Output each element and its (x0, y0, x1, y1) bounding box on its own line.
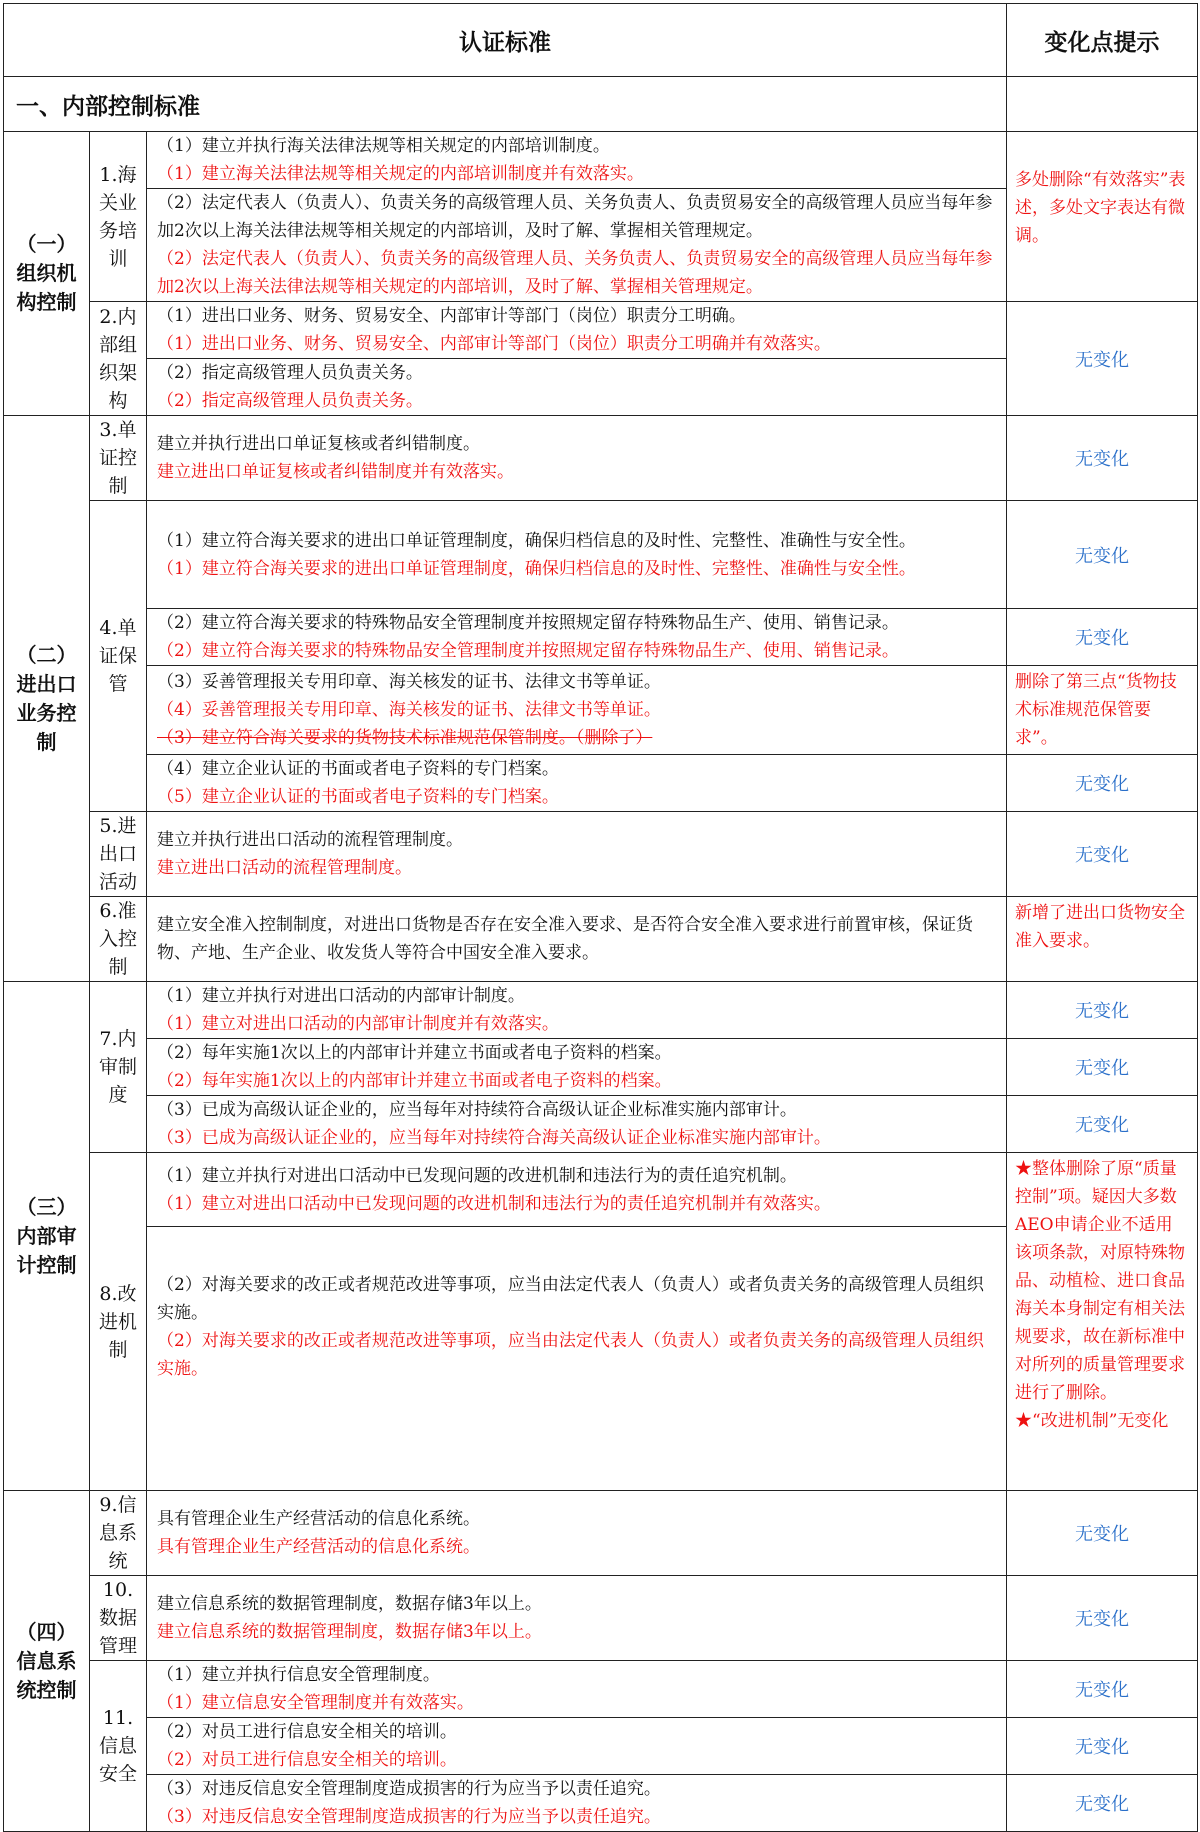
old-text: （3）妥善管理报关专用印章、海关核发的证书、法律文书等单证。 (157, 672, 661, 692)
old-text: （2）每年实施1次以上的内部审计并建立书面或者电子资料的档案。 (157, 1043, 672, 1063)
section-title: 一、内部控制标准 (4, 77, 1007, 132)
old-text: （2）法定代表人（负责人）、负责关务的高级管理人员、关务负责人、负责贸易安全的高级管理人员应当每年参加2次以上海关法律法规等相关规定的内部培训，及时了解、掌握相关管理规定。 (147, 188, 1006, 245)
sub-improvement: 8.改进机制 (90, 1153, 147, 1491)
item-annual-audit (147, 1039, 1007, 1096)
item-seals (147, 666, 1007, 755)
new-text: （3）对违反信息安全管理制度造成损害的行为应当予以责任追究。 (157, 1807, 661, 1827)
old-text: 建立信息系统的数据管理制度，数据存储3年以上。 (157, 1594, 542, 1614)
old-text: 建立并执行进出口活动的流程管理制度。 (157, 830, 463, 850)
change-note: 无变化 (1007, 302, 1198, 416)
old-text: （1）建立并执行对进出口活动中已发现问题的改进机制和违法行为的责任追究机制。 (157, 1165, 797, 1186)
old-text: （3）对违反信息安全管理制度造成损害的行为应当予以责任追究。 (157, 1779, 661, 1799)
old-text: （2）建立符合海关要求的特殊物品安全管理制度并按照规定留存特殊物品生产、使用、销售记录。 (157, 613, 899, 633)
old-text: 建立并执行进出口单证复核或者纠错制度。 (157, 434, 480, 454)
new-text: （1）建立对进出口活动的内部审计制度并有效落实。 (157, 1014, 559, 1034)
item-audit-system (147, 982, 1007, 1039)
old-text: 具有管理企业生产经营活动的信息化系统。 (157, 1509, 480, 1529)
item-document-review (147, 416, 1007, 501)
change-note: 无变化 (1007, 1775, 1198, 1832)
change-note: 多处删除“有效落实”表述，多处文字表达有微调。 (1007, 132, 1198, 302)
sub-info-system: 9.信息系统 (90, 1491, 147, 1576)
item-safety-access (147, 897, 1007, 982)
change-note: 无变化 (1007, 1491, 1198, 1576)
sub-customs-training: 1.海关业务培训 (90, 132, 147, 302)
old-text: （1）建立并执行对进出口活动的内部审计制度。 (157, 986, 525, 1006)
section-change-empty (1007, 77, 1198, 132)
new-text: （2）每年实施1次以上的内部审计并建立书面或者电子资料的档案。 (157, 1071, 672, 1091)
sub-audit-system: 7.内审制度 (90, 982, 147, 1153)
change-note: 无变化 (1007, 812, 1198, 897)
new-text: （1）进出口业务、财务、贸易安全、内部审计等部门（岗位）职责分工明确并有效落实。 (157, 334, 831, 354)
sub-data-mgmt: 10.数据管理 (90, 1576, 147, 1661)
old-text: （2）对海关要求的改正或者规范改进等事项，应当由法定代表人（负责人）或者负责关务的高级管理人员组织实施。 (157, 1275, 984, 1323)
item-security-training (147, 1718, 1007, 1775)
item-org-duties (147, 302, 1007, 359)
new-text: 具有管理企业生产经营活动的信息化系统。 (157, 1537, 480, 1557)
old-text: （1）进出口业务、财务、贸易安全、内部审计等部门（岗位）职责分工明确。 (157, 306, 746, 326)
new-text: 建立进出口活动的流程管理制度。 (157, 858, 412, 878)
item-org-manager (147, 359, 1007, 416)
sub-trade-activity: 5.进出口活动 (90, 812, 147, 897)
item-process-mgmt (147, 812, 1007, 897)
old-text: （2）对员工进行信息安全相关的培训。 (157, 1722, 457, 1742)
new-text: （1）建立信息安全管理制度并有效落实。 (157, 1693, 474, 1713)
sub-document-control: 3.单证控制 (90, 416, 147, 501)
old-text: 建立安全准入控制制度，对进出口货物是否存在安全准入要求、是否符合安全准入要求进行前置审核，保证货物、产地、生产企业、收发货人等符合中国安全准入要求。 (157, 915, 973, 963)
deleted-text: （3）建立符合海关要求的货物技术标准规范保管制度。（删除了） (157, 728, 653, 748)
old-text: （1）建立并执行信息安全管理制度。 (157, 1665, 440, 1685)
item-improvement-mechanism (147, 1153, 1007, 1227)
new-text: （1）建立对进出口活动中已发现问题的改进机制和违法行为的责任追究机制并有效落实。 (157, 1193, 831, 1214)
old-text: （2）指定高级管理人员负责关务。 (157, 363, 423, 383)
category-audit-control: （三）内部审计控制 (4, 982, 90, 1491)
new-text: 建立进出口单证复核或者纠错制度并有效落实。 (157, 462, 514, 482)
new-text: （4）妥善管理报关专用印章、海关核发的证书、法律文书等单证。 (157, 700, 661, 720)
item-rectification (147, 1227, 1007, 1491)
item-cert-archive (147, 755, 1007, 812)
new-text: （3）已成为高级认证企业的，应当每年对持续符合海关高级认证企业标准实施内部审计。 (157, 1128, 831, 1148)
change-note: 删除了第三点“货物技术标准规范保管要求”。 (1007, 666, 1198, 755)
old-text: （3）已成为高级认证企业的，应当每年对持续符合高级认证企业标准实施内部审计。 (157, 1100, 797, 1120)
change-note: 无变化 (1007, 1718, 1198, 1775)
category-trade-control: （二）进出口业务控制 (4, 416, 90, 982)
new-text: （2）指定高级管理人员负责关务。 (157, 391, 423, 411)
change-note: 无变化 (1007, 1576, 1198, 1661)
old-text: （1）建立并执行海关法律法规等相关规定的内部培训制度。 (157, 136, 610, 156)
change-note-improvement: ★“改进机制”无变化 (1015, 1411, 1169, 1431)
new-text: （2）对员工进行信息安全相关的培训。 (157, 1750, 457, 1770)
item-training (147, 132, 1007, 302)
change-note (1007, 1153, 1198, 1491)
change-note: 新增了进出口货物安全准入要求。 (1007, 897, 1198, 982)
new-text: （5）建立企业认证的书面或者电子资料的专门档案。 (157, 787, 559, 807)
item-advanced-audit (147, 1096, 1007, 1153)
category-info-control: （四）信息系统控制 (4, 1491, 90, 1832)
item-data-mgmt (147, 1576, 1007, 1661)
change-note: 无变化 (1007, 609, 1198, 666)
header-standard: 认证标准 (4, 4, 1007, 77)
new-text: （2）对海关要求的改正或者规范改进等事项，应当由法定代表人（负责人）或者负责关务的高级管理人员组织实施。 (157, 1331, 984, 1379)
header-change: 变化点提示 (1007, 4, 1198, 77)
change-note: 无变化 (1007, 982, 1198, 1039)
item-special-goods (147, 609, 1007, 666)
sub-internal-org: 2.内部组织架构 (90, 302, 147, 416)
change-note-quality: ★整体删除了原“质量控制”项。疑因大多数AEO申请企业不适用该项条款，对原特殊物品、动植检、进口食品海关本身制定有相关法规要求，故在新标准中对所列的质量管理要求进行了删除。 (1015, 1159, 1185, 1403)
standards-table (3, 3, 1198, 1832)
sub-document-keeping: 4.单证保管 (90, 501, 147, 812)
change-note: 无变化 (1007, 755, 1198, 812)
new-text: 建立信息系统的数据管理制度，数据存储3年以上。 (157, 1622, 542, 1642)
new-text: （2）建立符合海关要求的特殊物品安全管理制度并按照规定留存特殊物品生产、使用、销售记录。 (157, 641, 899, 661)
old-text: （1）建立符合海关要求的进出口单证管理制度，确保归档信息的及时性、完整性、准确性与安全性。 (157, 530, 916, 551)
change-note: 无变化 (1007, 1661, 1198, 1718)
sub-access-control: 6.准入控制 (90, 897, 147, 982)
item-info-system (147, 1491, 1007, 1576)
item-security-accountability (147, 1775, 1007, 1832)
sub-info-security: 11.信息安全 (90, 1661, 147, 1832)
change-note: 无变化 (1007, 501, 1198, 609)
change-note: 无变化 (1007, 1039, 1198, 1096)
change-note: 无变化 (1007, 416, 1198, 501)
new-text: （1）建立海关法律法规等相关规定的内部培训制度并有效落实。 (157, 164, 644, 184)
item-security-policy (147, 1661, 1007, 1718)
new-text: （2）法定代表人（负责人）、负责关务的高级管理人员、关务负责人、负责贸易安全的高级管理人员应当每年参加2次以上海关法律法规等相关规定的内部培训，及时了解、掌握相关管理规定。 (157, 249, 993, 297)
change-note: 无变化 (1007, 1096, 1198, 1153)
new-text: （1）建立符合海关要求的进出口单证管理制度，确保归档信息的及时性、完整性、准确性与安全性。 (157, 558, 916, 579)
category-org-control: （一）组织机构控制 (4, 132, 90, 416)
old-text: （4）建立企业认证的书面或者电子资料的专门档案。 (157, 759, 559, 779)
item-document-mgmt (147, 501, 1007, 609)
